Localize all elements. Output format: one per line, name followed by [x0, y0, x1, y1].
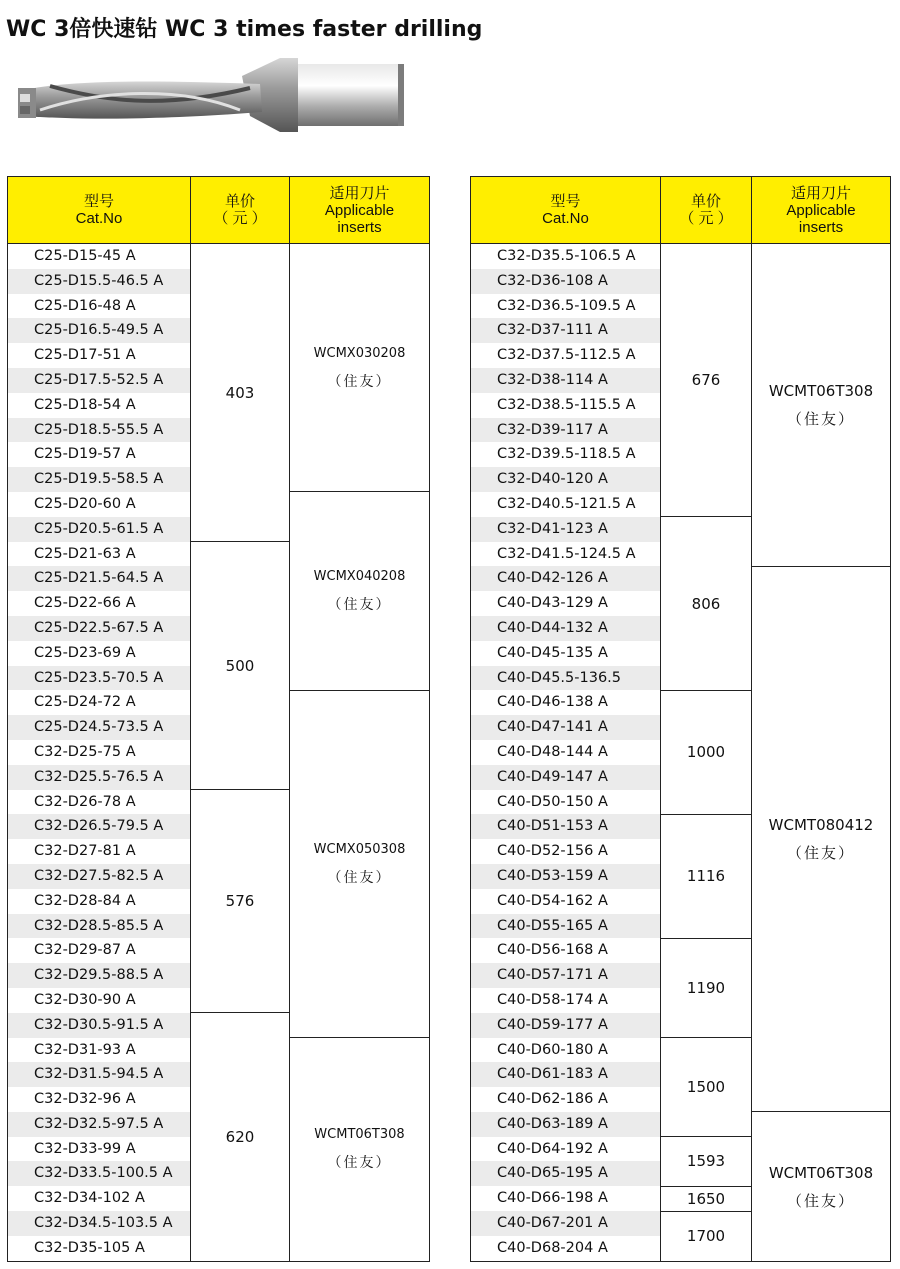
insert-cell — [290, 1038, 430, 1262]
insert-header: 适用刀片 Applicable inserts — [290, 177, 430, 244]
cat-no-cell: C32-D40-120 A — [471, 467, 661, 492]
cat-no-cell: C25-D23-69 A — [8, 641, 191, 666]
cat-no-cell: C32-D41-123 A — [471, 517, 661, 542]
cat-no-cell: C25-D23.5-70.5 A — [8, 666, 191, 691]
insert-header: 适用刀片 Applicable inserts — [752, 177, 891, 244]
cat-no-cell: C25-D24.5-73.5 A — [8, 715, 191, 740]
table-header-row — [8, 177, 430, 244]
cat-no-cell: C32-D33.5-100.5 A — [8, 1161, 191, 1186]
cat-no-cell: C25-D18.5-55.5 A — [8, 418, 191, 443]
price-cell: 1500 — [661, 1038, 752, 1137]
insert-brand: （住友） — [327, 597, 392, 614]
left-price-table — [7, 176, 430, 1262]
right-price-table — [470, 176, 891, 1262]
insert-brand: （住友） — [327, 1155, 392, 1172]
cat-no-cell: C32-D28-84 A — [8, 889, 191, 914]
cat-no-cell: C25-D24-72 A — [8, 690, 191, 715]
cat-no-cell: C32-D27.5-82.5 A — [8, 864, 191, 889]
insert-cell — [290, 244, 430, 492]
cat-no-cell: C32-D34.5-103.5 A — [8, 1211, 191, 1236]
cat-no-cell: C25-D19-57 A — [8, 442, 191, 467]
cat-no-cell: C32-D29.5-88.5 A — [8, 963, 191, 988]
price-cell: 1190 — [661, 938, 752, 1037]
table-row — [8, 244, 430, 269]
catno-header: 型号 Cat.No — [8, 177, 191, 244]
cat-no-cell: C32-D32-96 A — [8, 1087, 191, 1112]
insert-cell — [290, 492, 430, 690]
cat-no-cell: C25-D18-54 A — [8, 393, 191, 418]
cat-no-cell: C40-D53-159 A — [471, 864, 661, 889]
price-header: 单价 （ 元 ） — [661, 177, 752, 244]
cat-no-cell: C25-D15-45 A — [8, 244, 191, 269]
insert-brand: （住友） — [327, 373, 392, 390]
cat-no-cell: C32-D37-111 A — [471, 318, 661, 343]
cat-no-cell: C32-D28.5-85.5 A — [8, 914, 191, 939]
cat-no-cell: C32-D25-75 A — [8, 740, 191, 765]
cat-no-cell: C40-D68-204 A — [471, 1236, 661, 1261]
insert-cell — [752, 566, 891, 1112]
insert-cell — [290, 690, 430, 1037]
drill-icon — [10, 50, 410, 132]
insert-cell — [752, 244, 891, 567]
price-cell: 1116 — [661, 814, 752, 938]
insert-brand: （住友） — [786, 409, 855, 428]
price-header: 单价 （ 元 ） — [191, 177, 290, 244]
cat-no-cell: C25-D15.5-46.5 A — [8, 269, 191, 294]
cat-no-cell: C25-D19.5-58.5 A — [8, 467, 191, 492]
cat-no-cell: C32-D38-114 A — [471, 368, 661, 393]
cat-no-cell: C32-D36.5-109.5 A — [471, 294, 661, 319]
cat-no-cell: C40-D57-171 A — [471, 963, 661, 988]
price-cell: 576 — [191, 790, 290, 1013]
cat-no-cell: C32-D33-99 A — [8, 1137, 191, 1162]
cat-no-cell: C40-D62-186 A — [471, 1087, 661, 1112]
insert-code: WCMT06T308 — [768, 381, 874, 400]
cat-no-cell: C40-D64-192 A — [471, 1137, 661, 1162]
insert-code: WCMX030208 — [313, 345, 406, 361]
price-cell: 806 — [661, 517, 752, 691]
cat-no-cell: C40-D58-174 A — [471, 988, 661, 1013]
cat-no-cell: C40-D61-183 A — [471, 1062, 661, 1087]
cat-no-cell: C40-D54-162 A — [471, 889, 661, 914]
cat-no-cell: C32-D30.5-91.5 A — [8, 1013, 191, 1038]
cat-no-cell: C25-D17-51 A — [8, 343, 191, 368]
cat-no-cell: C32-D41.5-124.5 A — [471, 542, 661, 567]
cat-no-cell: C32-D34-102 A — [8, 1186, 191, 1211]
cat-no-cell: C32-D26.5-79.5 A — [8, 814, 191, 839]
cat-no-cell: C32-D29-87 A — [8, 938, 191, 963]
cat-no-cell: C32-D38.5-115.5 A — [471, 393, 661, 418]
catno-header: 型号 Cat.No — [471, 177, 661, 244]
cat-no-cell: C40-D50-150 A — [471, 790, 661, 815]
insert-code: WCMT06T308 — [768, 1163, 874, 1182]
cat-no-cell: C40-D47-141 A — [471, 715, 661, 740]
price-cell: 500 — [191, 542, 290, 790]
insert-brand: （住友） — [786, 1191, 855, 1210]
cat-no-cell: C40-D49-147 A — [471, 765, 661, 790]
price-cell: 1700 — [661, 1211, 752, 1261]
cat-no-cell: C32-D39.5-118.5 A — [471, 442, 661, 467]
cat-no-cell: C40-D43-129 A — [471, 591, 661, 616]
cat-no-cell: C25-D22-66 A — [8, 591, 191, 616]
table-row — [471, 244, 891, 269]
cat-no-cell: C25-D22.5-67.5 A — [8, 616, 191, 641]
cat-no-cell: C32-D31.5-94.5 A — [8, 1062, 191, 1087]
cat-no-cell: C25-D21.5-64.5 A — [8, 566, 191, 591]
price-cell: 1650 — [661, 1186, 752, 1211]
cat-no-cell: C40-D66-198 A — [471, 1186, 661, 1211]
cat-no-cell: C32-D27-81 A — [8, 839, 191, 864]
insert-cell — [752, 1112, 891, 1261]
cat-no-cell: C25-D20.5-61.5 A — [8, 517, 191, 542]
cat-no-cell: C40-D56-168 A — [471, 938, 661, 963]
cat-no-cell: C40-D59-177 A — [471, 1013, 661, 1038]
cat-no-cell: C32-D36-108 A — [471, 269, 661, 294]
cat-no-cell: C40-D42-126 A — [471, 566, 661, 591]
cat-no-cell: C25-D16.5-49.5 A — [8, 318, 191, 343]
price-cell: 403 — [191, 244, 290, 542]
cat-no-cell: C40-D45-135 A — [471, 641, 661, 666]
cat-no-cell: C40-D45.5-136.5 — [471, 666, 661, 691]
insert-code: WCMX050308 — [313, 841, 406, 857]
cat-no-cell: C40-D65-195 A — [471, 1161, 661, 1186]
cat-no-cell: C40-D52-156 A — [471, 839, 661, 864]
cat-no-cell: C32-D30-90 A — [8, 988, 191, 1013]
cat-no-cell: C32-D31-93 A — [8, 1038, 191, 1063]
cat-no-cell: C32-D32.5-97.5 A — [8, 1112, 191, 1137]
price-cell: 676 — [661, 244, 752, 517]
cat-no-cell: C32-D37.5-112.5 A — [471, 343, 661, 368]
cat-no-cell: C32-D39-117 A — [471, 418, 661, 443]
insert-brand: （住友） — [786, 844, 855, 863]
page-title: WC 3倍快速钻 WC 3 times faster drilling — [6, 17, 483, 42]
cat-no-cell: C40-D63-189 A — [471, 1112, 661, 1137]
cat-no-cell: C40-D51-153 A — [471, 814, 661, 839]
cat-no-cell: C40-D48-144 A — [471, 740, 661, 765]
cat-no-cell: C32-D35-105 A — [8, 1236, 191, 1261]
insert-code: WCMT06T308 — [314, 1127, 405, 1143]
price-cell: 1000 — [661, 690, 752, 814]
table-header-row — [471, 177, 891, 244]
cat-no-cell: C40-D46-138 A — [471, 690, 661, 715]
cat-no-cell: C32-D35.5-106.5 A — [471, 244, 661, 269]
cat-no-cell: C40-D44-132 A — [471, 616, 661, 641]
cat-no-cell: C25-D20-60 A — [8, 492, 191, 517]
cat-no-cell: C40-D67-201 A — [471, 1211, 661, 1236]
insert-code: WCMX040208 — [313, 569, 406, 585]
cat-no-cell: C25-D17.5-52.5 A — [8, 368, 191, 393]
cat-no-cell: C25-D16-48 A — [8, 294, 191, 319]
price-cell: 1593 — [661, 1137, 752, 1187]
price-cell: 620 — [191, 1013, 290, 1261]
insert-code: WCMT080412 — [768, 816, 874, 835]
cat-no-cell: C40-D55-165 A — [471, 914, 661, 939]
cat-no-cell: C32-D40.5-121.5 A — [471, 492, 661, 517]
cat-no-cell: C32-D26-78 A — [8, 790, 191, 815]
cat-no-cell: C25-D21-63 A — [8, 542, 191, 567]
insert-brand: （住友） — [327, 869, 392, 886]
cat-no-cell: C40-D60-180 A — [471, 1038, 661, 1063]
cat-no-cell: C32-D25.5-76.5 A — [8, 765, 191, 790]
